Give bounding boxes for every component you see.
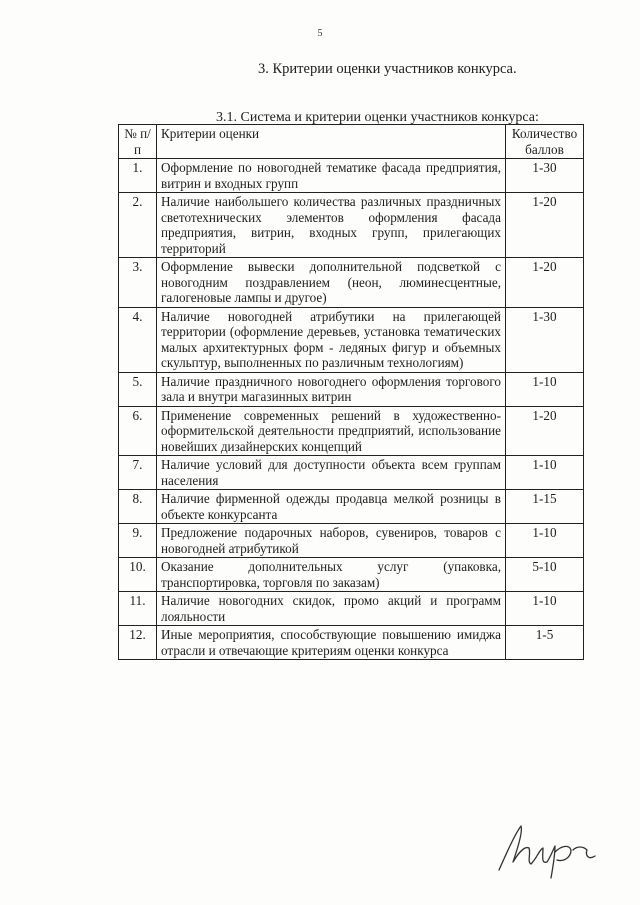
- row-score: 1-10: [506, 372, 584, 406]
- row-criteria: Предложение подарочных наборов, сувениров, товаров с новогодней атрибутикой: [157, 524, 506, 558]
- row-score: 1-20: [506, 193, 584, 258]
- row-num: 7.: [119, 456, 157, 490]
- row-score: 1-20: [506, 406, 584, 456]
- table-row: [119, 490, 584, 524]
- row-criteria: Наличие наибольшего количества различных праздничных светотехнических элементов оформления фасада предприятия, витрин, входных групп, прилегающих территорий: [157, 193, 506, 258]
- row-score: 1-15: [506, 490, 584, 524]
- table-row: [119, 307, 584, 372]
- row-score: 1-30: [506, 307, 584, 372]
- row-num: 12.: [119, 626, 157, 660]
- row-criteria: Иные мероприятия, способствующие повышению имиджа отрасли и отвечающие критериям оценки конкурса: [157, 626, 506, 660]
- row-num: 11.: [119, 592, 157, 626]
- table-row: [119, 592, 584, 626]
- row-criteria: Оформление по новогодней тематике фасада предприятия, витрин и входных групп: [157, 159, 506, 193]
- row-criteria: Применение современных решений в художественно-оформительской деятельности предприятий, использование новейших дизайнерских концепций: [157, 406, 506, 456]
- table-row: [119, 626, 584, 660]
- row-num: 3.: [119, 258, 157, 308]
- row-criteria: Наличие новогодних скидок, промо акций и программ лояльности: [157, 592, 506, 626]
- row-num: 9.: [119, 524, 157, 558]
- table-row: [119, 258, 584, 308]
- row-criteria: Наличие условий для доступности объекта всем группам населения: [157, 456, 506, 490]
- table-header-row: [119, 125, 584, 159]
- row-score: 5-10: [506, 558, 584, 592]
- row-num: 6.: [119, 406, 157, 456]
- table-row: [119, 524, 584, 558]
- row-criteria: Наличие праздничного новогоднего оформления торгового зала и внутри магазинных витрин: [157, 372, 506, 406]
- handwritten-signature-icon: [493, 812, 598, 880]
- row-num: 1.: [119, 159, 157, 193]
- header-score: Количество баллов: [506, 125, 584, 159]
- table-row: [119, 159, 584, 193]
- table-row: [119, 456, 584, 490]
- table-row: [119, 193, 584, 258]
- row-criteria: Наличие новогодней атрибутики на прилегающей территории (оформление деревьев, установка тематических малых архитектурных форм - ледяных фигур и объемных скульптур, выполненных по различным технологиям): [157, 307, 506, 372]
- row-criteria: Оформление вывески дополнительной подсветкой с новогодним поздравлением (неон, люминесцентные, галогеновые лампы и другое): [157, 258, 506, 308]
- table-row: [119, 406, 584, 456]
- section-title: 3. Критерии оценки участников конкурса.: [258, 61, 517, 77]
- table-row: [119, 372, 584, 406]
- row-score: 1-10: [506, 592, 584, 626]
- row-score: 1-10: [506, 456, 584, 490]
- row-criteria: Оказание дополнительных услуг (упаковка, транспортировка, торговля по заказам): [157, 558, 506, 592]
- table-title: 3.1. Система и критерии оценки участников конкурса:: [216, 110, 539, 125]
- header-num: № п/п: [119, 125, 157, 159]
- row-num: 4.: [119, 307, 157, 372]
- row-criteria: Наличие фирменной одежды продавца мелкой розницы в объекте конкурсанта: [157, 490, 506, 524]
- row-num: 8.: [119, 490, 157, 524]
- row-score: 1-5: [506, 626, 584, 660]
- header-criteria: Критерии оценки: [157, 125, 506, 159]
- row-score: 1-30: [506, 159, 584, 193]
- row-num: 10.: [119, 558, 157, 592]
- criteria-table: [118, 124, 584, 660]
- table-row: [119, 558, 584, 592]
- page-number: 5: [317, 28, 323, 39]
- row-score: 1-10: [506, 524, 584, 558]
- row-score: 1-20: [506, 258, 584, 308]
- row-num: 2.: [119, 193, 157, 258]
- row-num: 5.: [119, 372, 157, 406]
